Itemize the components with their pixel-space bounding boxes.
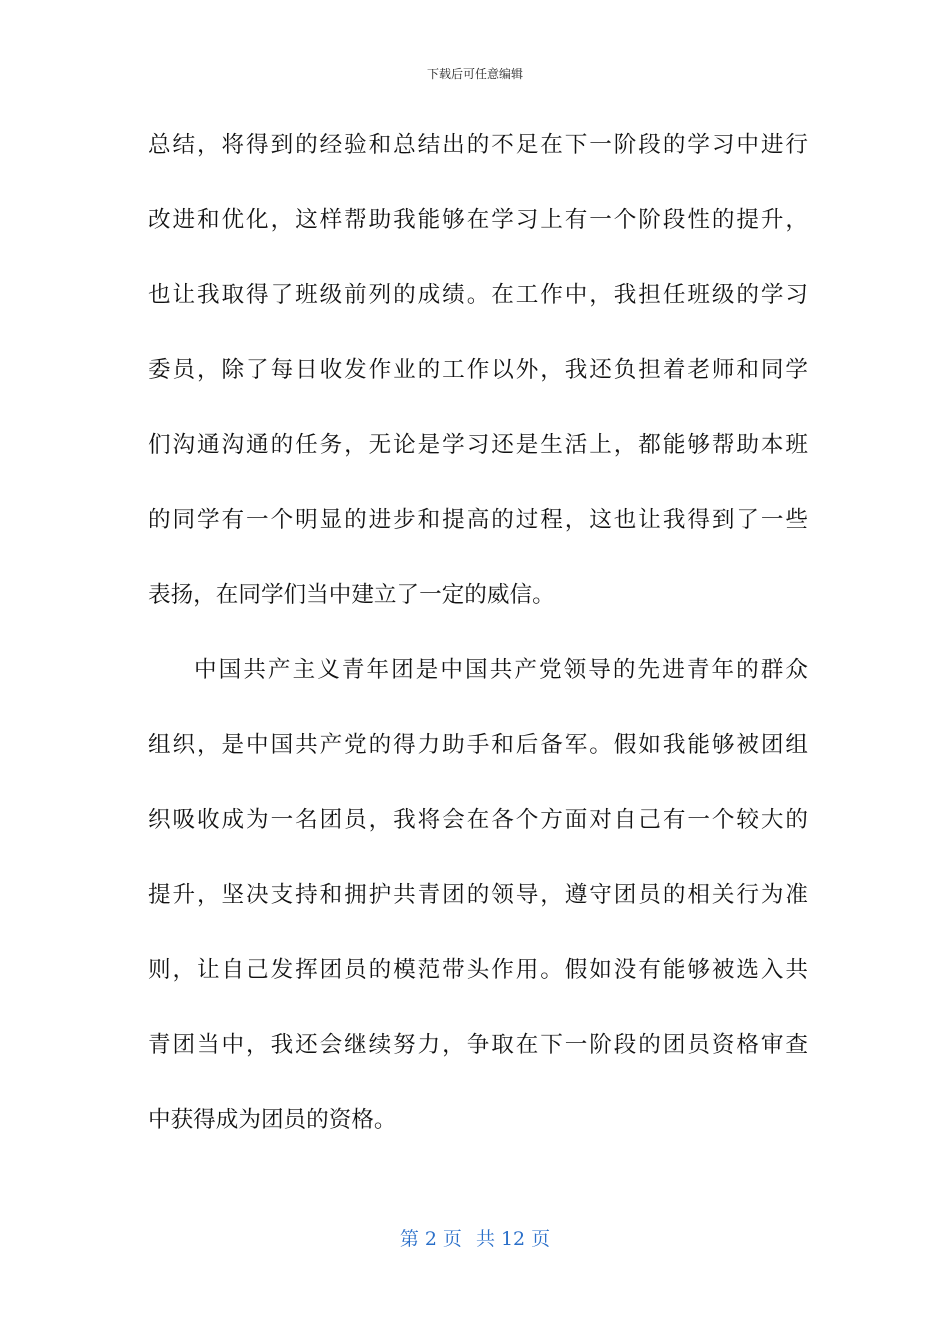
text-line: 则，让自己发挥团员的模范带头作用。假如没有能够被选入共 (148, 957, 808, 983)
text-line: 委员，除了每日收发作业的工作以外，我还负担着老师和同学 (148, 357, 808, 383)
text-line: 改进和优化，这样帮助我能够在学习上有一个阶段性的提升， (148, 207, 808, 233)
text-line: 提升，坚决支持和拥护共青团的领导，遵守团员的相关行为准 (148, 882, 808, 908)
footer-prefix: 第 (399, 1228, 419, 1250)
text-line: 织吸收成为一名团员，我将会在各个方面对自己有一个较大的 (148, 807, 808, 833)
header-text: 下载后可任意编辑 (426, 67, 523, 81)
text-line: 中获得成为团员的资格。 (148, 1107, 397, 1133)
document-body (148, 126, 808, 1176)
page-footer (0, 1226, 950, 1252)
text-line: 中国共产主义青年团是中国共产党领导的先进青年的群众 (194, 657, 808, 683)
footer-middle: 页 共 (442, 1228, 495, 1250)
text-line: 也让我取得了班级前列的成绩。在工作中，我担任班级的学习 (148, 282, 808, 308)
total-pages-number: 12 (500, 1228, 526, 1250)
text-line: 们沟通沟通的任务，无论是学习还是生活上，都能够帮助本班 (148, 432, 808, 458)
page-header (0, 66, 950, 82)
footer-suffix: 页 (531, 1228, 551, 1250)
text-line: 青团当中，我还会继续努力，争取在下一阶段的团员资格审查 (148, 1032, 808, 1058)
paragraph-1 (148, 126, 808, 651)
text-line: 总结，将得到的经验和总结出的不足在下一阶段的学习中进行 (148, 132, 808, 158)
text-line: 组织，是中国共产党的得力助手和后备军。假如我能够被团组 (148, 732, 808, 758)
text-line: 的同学有一个明显的进步和提高的过程，这也让我得到了一些 (148, 507, 808, 533)
text-line: 表扬，在同学们当中建立了一定的威信。 (148, 582, 555, 608)
current-page-number: 2 (424, 1228, 437, 1250)
paragraph-2 (148, 651, 808, 1176)
